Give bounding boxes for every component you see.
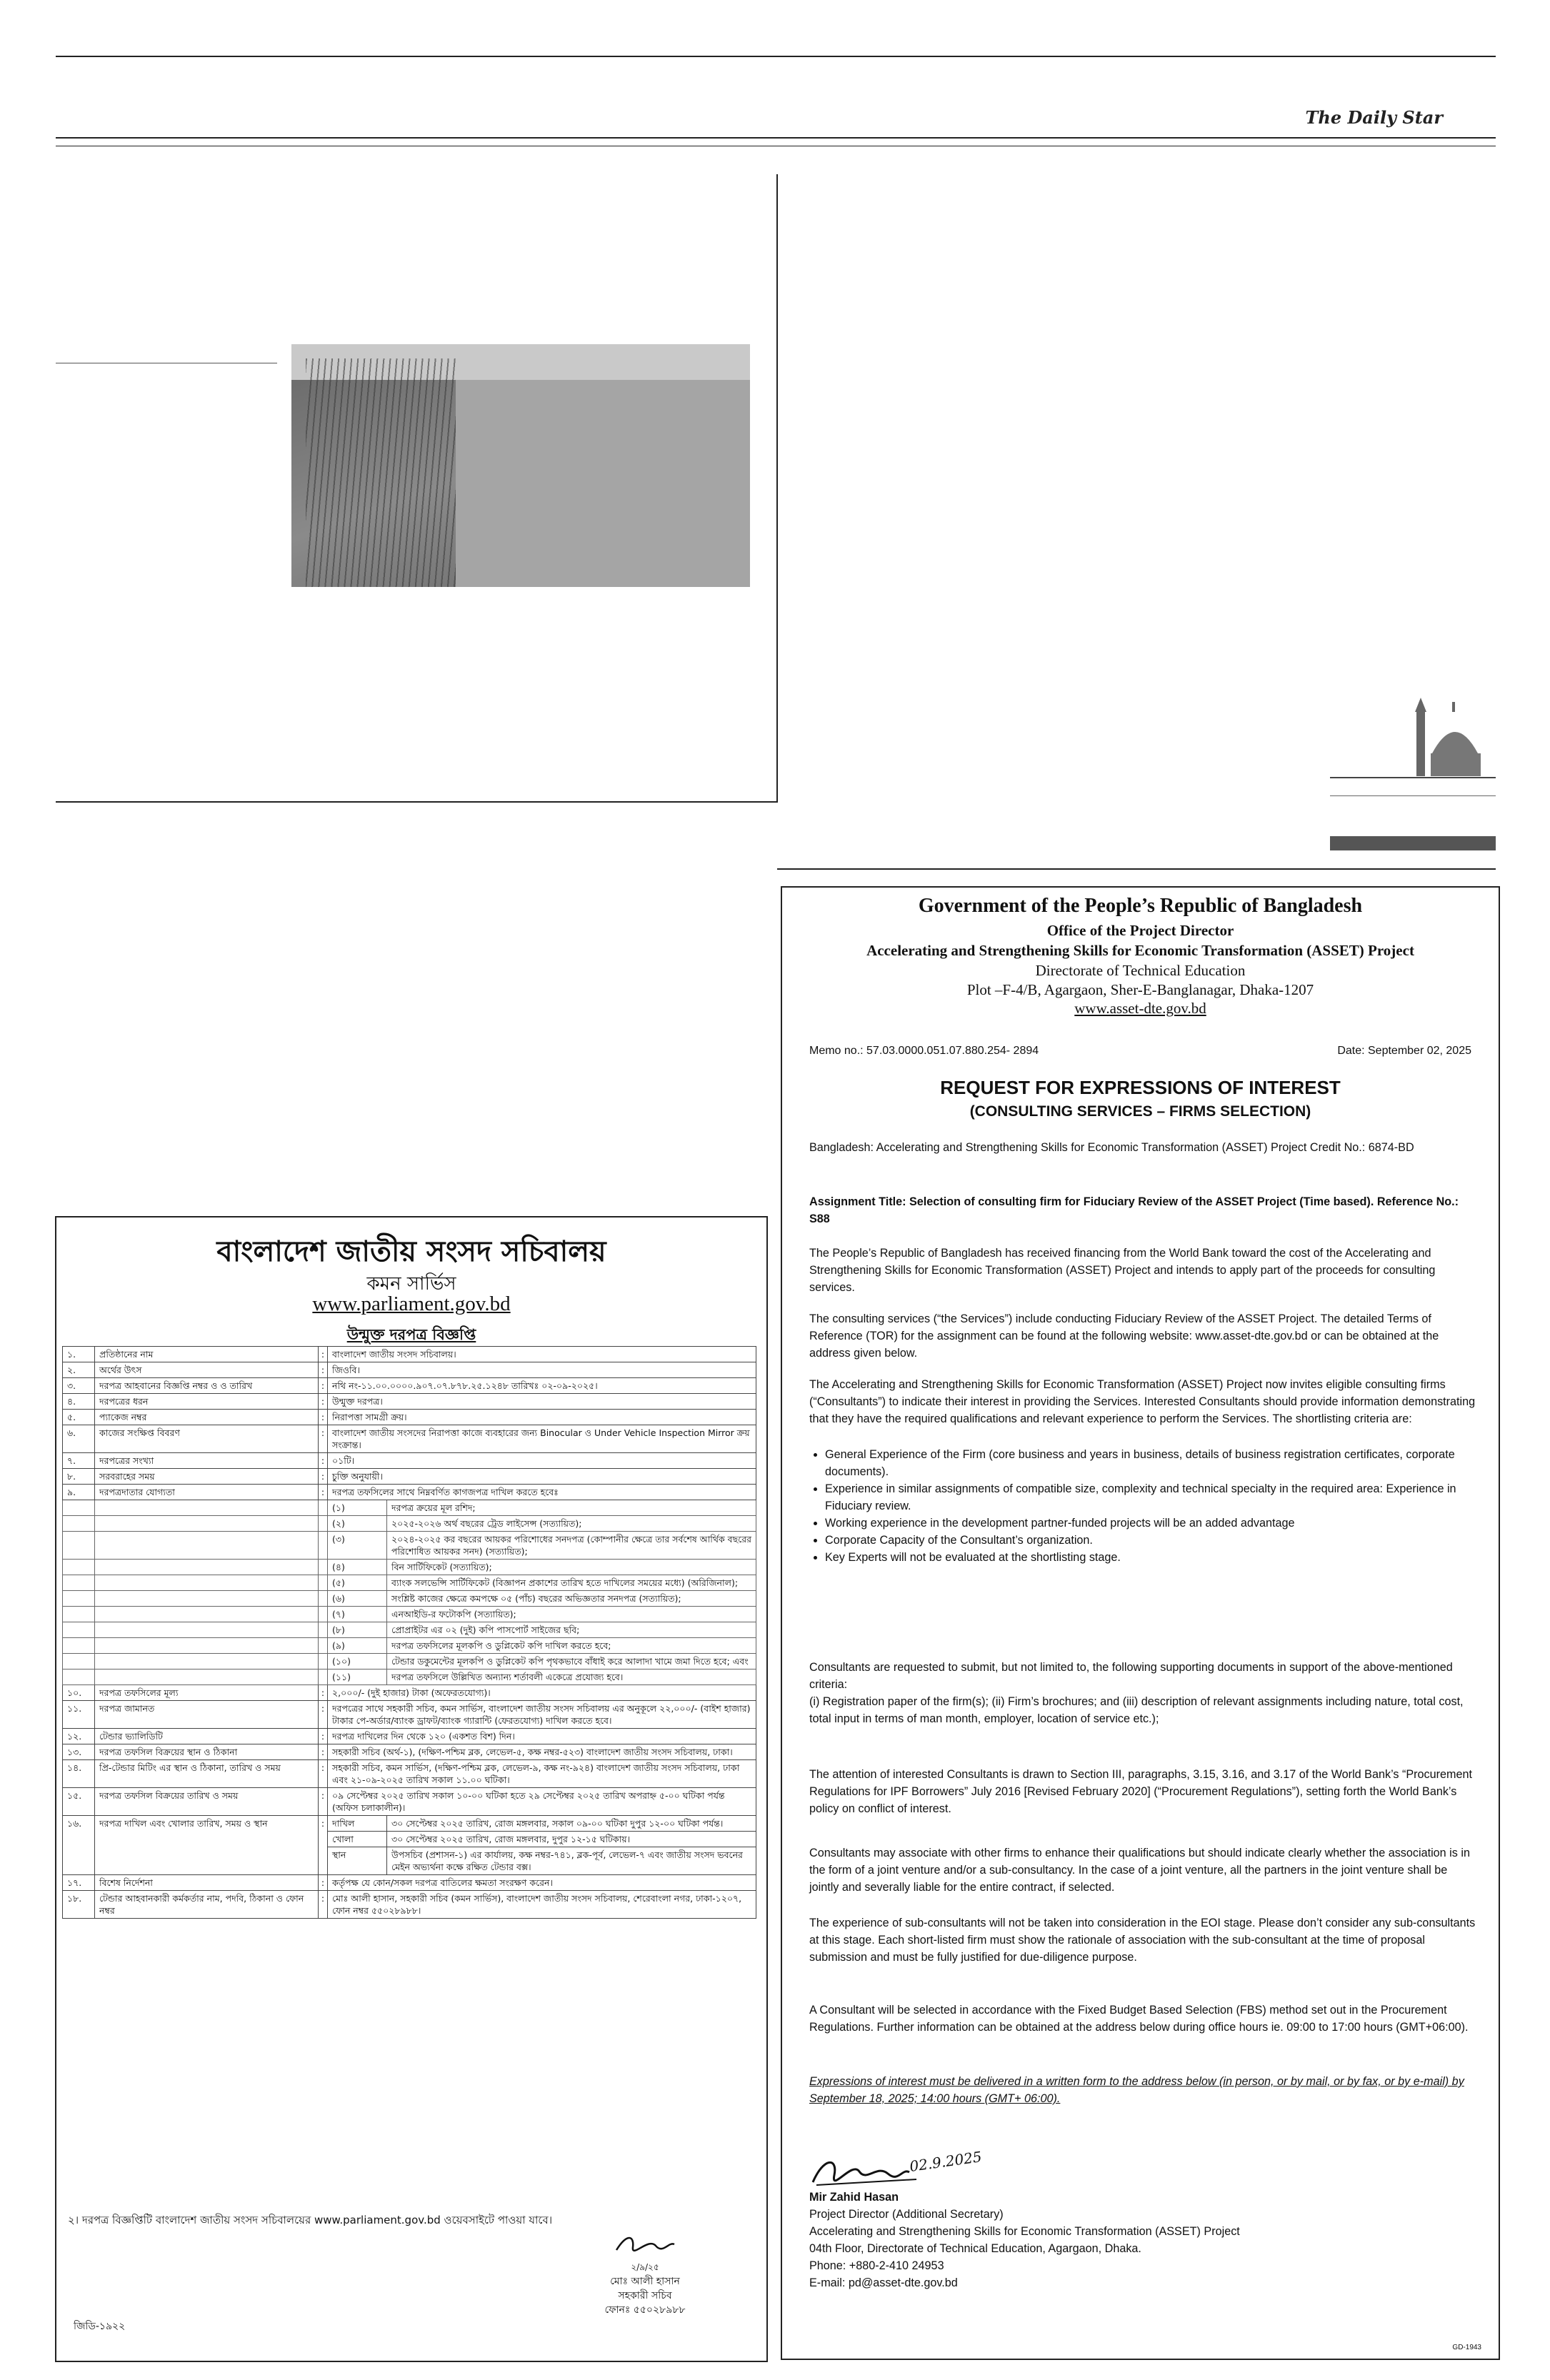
table-row	[63, 1469, 756, 1485]
table-cell: ৭.	[63, 1453, 95, 1469]
empty-cell	[95, 1607, 319, 1622]
empty-cell	[319, 1575, 328, 1591]
document-row	[63, 1622, 756, 1638]
signature-mark	[613, 2231, 677, 2256]
table-cell: (৪)	[328, 1560, 387, 1575]
table-cell: ০৯ সেপ্টেম্বর ২০২৫ তারিখ সকাল ১০-০০ ঘটিকা হতে ২৯ সেপ্টেম্বর ২০২৫ তারিখ অপরাহ্ন ৫-০০ ঘটিকা পর্যন্ত (অফিস চলাকালীন)।	[328, 1788, 756, 1816]
table-cell: (১১)	[328, 1669, 387, 1685]
empty-cell	[63, 1532, 95, 1560]
table-cell: টেন্ডার আহবানকারী কর্মকর্তার নাম, পদবি, ঠিকানা ও ফোন নম্বর	[95, 1891, 319, 1919]
table-row	[63, 1362, 756, 1378]
table-cell: দরপত্রদাতার যোগ্যতা	[95, 1485, 319, 1500]
table-cell: বাংলাদেশ জাতীয় সংসদের নিরাপত্তা কাজে ব্যবহারের জন্য Binocular ও Under Vehicle Inspection Mirror ক্রয় সংক্রান্ত।	[328, 1425, 756, 1453]
mosque-rule-1	[1330, 777, 1496, 778]
table-cell: ৩.	[63, 1378, 95, 1394]
empty-cell	[63, 1560, 95, 1575]
table-cell: সংশ্লিষ্ট কাজের ক্ষেত্রে কমপক্ষে ০৫ (পাঁচ) বছরের অভিজ্ঞতার সনদপত্র (সত্যায়িত);	[387, 1591, 756, 1607]
table-cell: (৩)	[328, 1532, 387, 1560]
colon-cell: :	[319, 1744, 328, 1760]
table-cell: প্রোপ্রাইটর এর ০২ (দুই) কপি পাসপোর্ট সাইজের ছবি;	[387, 1622, 756, 1638]
table-cell: দরপত্র ক্রয়ের মূল রশিদ;	[387, 1500, 756, 1516]
table-cell: টেন্ডার ভ্যালিডিটি	[95, 1729, 319, 1744]
signature-date: 02.9.2025	[908, 2148, 983, 2175]
memo-no: Memo no.: 57.03.0000.051.07.880.254- 2894	[809, 1045, 1039, 1057]
website-note: ২। দরপত্র বিজ্ঞপ্তিটি বাংলাদেশ জাতীয় সংসদ সচিবালয়ের www.parliament.gov.bd ওয়েবসাইটে পাওয়া যাবে।	[68, 2214, 553, 2226]
news-photo-river-erosion	[291, 344, 750, 587]
table-cell: প্রতিষ্ঠানের নাম	[95, 1347, 319, 1362]
table-row	[63, 1453, 756, 1469]
table-cell: ১৭.	[63, 1875, 95, 1891]
table-row	[63, 1875, 756, 1891]
phone: Phone: +880-2-410 24953	[809, 2259, 944, 2272]
table-cell: বাংলাদেশ জাতীয় সংসদ সচিবালয়।	[328, 1347, 756, 1362]
table-cell: অর্থের উৎস	[95, 1362, 319, 1378]
documents-list: (i) Registration paper of the firm(s); (ii) Firm’s brochures; and (iii) description of relevant assignments including nature, total cost, total input in terms of man month, employer, location of service etc.);	[809, 1695, 1464, 1725]
notice-date: Date: September 02, 2025	[1337, 1045, 1471, 1057]
table-cell: ৫.	[63, 1410, 95, 1425]
empty-cell	[95, 1560, 319, 1575]
table-cell: ১৪.	[63, 1760, 95, 1788]
table-cell: ১.	[63, 1347, 95, 1362]
grey-stripe	[1330, 836, 1496, 850]
website-link[interactable]: www.asset-dte.gov.bd	[1074, 1000, 1206, 1017]
table-cell: দরপত্র তফসিল বিক্রয়ের স্থান ও ঠিকানা	[95, 1744, 319, 1760]
empty-cell	[95, 1591, 319, 1607]
table-cell: বিশেষ নির্দেশনা	[95, 1875, 319, 1891]
empty-cell	[319, 1516, 328, 1532]
colon-cell: :	[319, 1378, 328, 1394]
colon-cell: :	[319, 1875, 328, 1891]
office-title: Office of the Project Director	[1046, 922, 1234, 939]
table-row	[63, 1410, 756, 1425]
table-cell: নিরাপত্তা সামগ্রী ক্রয়।	[328, 1410, 756, 1425]
table-cell: (৬)	[328, 1591, 387, 1607]
mosque-rule-2	[1330, 795, 1496, 796]
table-cell: ২০২৫-২০২৬ অর্থ বছরের ট্রেড লাইসেন্স (সত্যায়িত);	[387, 1516, 756, 1532]
empty-cell	[95, 1516, 319, 1532]
signer-name: মোঃ আলী হাসান	[610, 2276, 680, 2287]
table-cell: দরপত্র দাখিলের দিন থেকে ১২০ (একশত বিশ) দিন।	[328, 1729, 756, 1744]
eoi-heading: REQUEST FOR EXPRESSIONS OF INTEREST	[940, 1077, 1341, 1098]
table-row	[63, 1729, 756, 1744]
criteria-item: • Experience in similar assignments of compatible size, complexity and technical specialty in the required area: Experience in Fiduciary review.	[825, 1480, 1477, 1515]
invitation-paragraph: The Accelerating and Strengthening Skills for Economic Transformation (ASSET) Project now invites eligible consulting firms (“Consultants”) to indicate their interest in providing the Services. Interested Consultants should provide information demonstrating that they have the required qualifications and relevant experience to perform the Services. The shortlisting criteria are:	[809, 1378, 1476, 1425]
table-row	[63, 1347, 756, 1362]
criteria-list	[809, 1446, 1477, 1566]
table-cell: দরপত্র তফসিলে উল্লিখিত অন্যান্য শর্তাবলী একেত্রে প্রযোজ্য হবে।	[387, 1669, 756, 1685]
table-cell: দরপত্র তফসিল বিক্রয়ের তারিখ ও সময়	[95, 1788, 319, 1816]
table-cell: দরপত্রের সংখ্যা	[95, 1453, 319, 1469]
empty-cell	[95, 1575, 319, 1591]
table-cell: দরপত্র আহবানের বিজ্ঞপ্তি নম্বর ও ও তারিখ	[95, 1378, 319, 1394]
org-title: বাংলাদেশ জাতীয় সংসদ সচিবালয়	[216, 1235, 606, 1268]
table-cell: (৫)	[328, 1575, 387, 1591]
empty-cell	[319, 1669, 328, 1685]
table-cell: সরবরাহের সময়	[95, 1469, 319, 1485]
empty-cell	[95, 1669, 319, 1685]
table-row	[63, 1685, 756, 1701]
colon-cell: :	[319, 1816, 328, 1875]
parliament-tender-advertisement	[55, 1216, 768, 2362]
table-cell: দরপত্র তফসিলের মূল্য	[95, 1685, 319, 1701]
table-cell: ৩০ সেপ্টেম্বর ২০২৫ তারিখ, রোজ মঙ্গলবার, সকাল ০৯-০০ ঘটিকা দুপুর ১২-০০ ঘটিকা পর্যন্ত।	[387, 1816, 756, 1832]
colon-cell: :	[319, 1701, 328, 1729]
colon-cell: :	[319, 1891, 328, 1919]
empty-cell	[63, 1622, 95, 1638]
table-cell: দরপত্র তফসিলের মূলকপি ও ডুপ্লিকেট কপি দাখিল করতে হবে;	[387, 1638, 756, 1654]
signer-address: 04th Floor, Directorate of Technical Education, Agargaon, Dhaka.	[809, 2242, 1141, 2255]
table-cell: দরপত্র জামানত	[95, 1701, 319, 1729]
table-cell: কর্তৃপক্ষ যে কোন/সকল দরপত্র বাতিলের ক্ষমতা সংরক্ষণ করেন।	[328, 1875, 756, 1891]
mosque-icon	[1411, 696, 1488, 776]
table-cell: দাখিল	[328, 1816, 387, 1832]
empty-cell	[95, 1638, 319, 1654]
document-row	[63, 1500, 756, 1516]
empty-cell	[319, 1622, 328, 1638]
table-cell: (৭)	[328, 1607, 387, 1622]
table-cell: খোলা	[328, 1832, 387, 1847]
signer-name: Mir Zahid Hasan	[809, 2191, 899, 2204]
table-cell: সহকারী সচিব, কমন সার্ভিস, (দক্ষিণ-পশ্চিম ব্লক, লেভেল-৯, কক্ষ নং-৯২৪) বাংলাদেশ জাতীয় সংসদ সচিবালয়, ঢাকা এবং ২১-০৯-২০২৫ তারিখ সকাল ১১.০০ ঘটিকা।	[328, 1760, 756, 1788]
empty-cell	[63, 1516, 95, 1532]
table-row	[63, 1701, 756, 1729]
table-cell: এনআইডি-র ফটোকপি (সত্যায়িত);	[387, 1607, 756, 1622]
signer-title: Project Director (Additional Secretary)	[809, 2208, 1004, 2221]
empty-cell	[63, 1500, 95, 1516]
documents-paragraph: Consultants are requested to submit, but not limited to, the following supporting documents in support of the above-mentioned criteria:	[809, 1661, 1453, 1691]
table-row	[63, 1891, 756, 1919]
table-cell: ১৮.	[63, 1891, 95, 1919]
table-cell: টেন্ডার ডকুমেন্টের মূলকপি ও ডুপ্লিকেট কপি পৃথকভাবে বাঁধাই করে আলাদা খামে জমা দিতে হবে; এবং	[387, 1654, 756, 1669]
document-row	[63, 1607, 756, 1622]
table-cell: ১৬.	[63, 1816, 95, 1875]
empty-cell	[63, 1575, 95, 1591]
signature-block	[566, 2231, 724, 2317]
table-cell: (৯)	[328, 1638, 387, 1654]
table-cell: ৩০ সেপ্টেম্বর ২০২৫ তারিখ, রোজ মঙ্গলবার, দুপুর ১২-১৫ ঘটিকায়।	[387, 1832, 756, 1847]
table-cell: ১৩.	[63, 1744, 95, 1760]
org-subtitle: কমন সার্ভিস	[366, 1273, 456, 1295]
colon-cell: :	[319, 1347, 328, 1362]
empty-cell	[63, 1591, 95, 1607]
table-cell: সহকারী সচিব (অর্থ-১), (দক্ষিণ-পশ্চিম ব্লক, লেভেল-৫, কক্ষ নম্বর-৫২৩) বাংলাদেশ জাতীয় সংসদ সচিবালয়, ঢাকা।	[328, 1744, 756, 1760]
table-cell: স্থান	[328, 1847, 387, 1875]
empty-cell	[319, 1591, 328, 1607]
criteria-item: • Corporate Capacity of the Consultant’s organization.	[825, 1532, 1477, 1549]
document-row	[63, 1638, 756, 1654]
right-top-rule	[777, 868, 1496, 870]
table-cell: (১০)	[328, 1654, 387, 1669]
table-row	[63, 1760, 756, 1788]
colon-cell: :	[319, 1362, 328, 1378]
project-title: Accelerating and Strengthening Skills for Economic Transformation (ASSET) Project	[866, 942, 1414, 959]
directorate: Directorate of Technical Education	[1035, 962, 1246, 979]
table-row	[63, 1788, 756, 1816]
empty-cell	[319, 1500, 328, 1516]
empty-cell	[95, 1532, 319, 1560]
table-row	[63, 1744, 756, 1760]
tender-table	[62, 1346, 756, 1919]
colon-cell: :	[319, 1485, 328, 1500]
colon-cell: :	[319, 1410, 328, 1425]
table-cell: ২.	[63, 1362, 95, 1378]
table-cell: প্রি-টেন্ডার মিটিং এর স্থান ও ঠিকানা, তারিখ ও সময়	[95, 1760, 319, 1788]
document-row	[63, 1532, 756, 1560]
table-cell: উন্মুক্ত দরপত্র।	[328, 1394, 756, 1410]
empty-cell	[63, 1638, 95, 1654]
table-cell: কাজের সংক্ষিপ্ত বিবরণ	[95, 1425, 319, 1453]
criteria-item: • General Experience of the Firm (core business and years in business, details of business registration certificates, corporate documents).	[825, 1446, 1477, 1480]
table-cell: দরপত্র দাখিল এবং খোলার তারিখ, সময় ও স্থান	[95, 1816, 319, 1875]
assignment-title: Assignment Title: Selection of consulting firm for Fiduciary Review of the ASSET Project (Time based). Reference No.: S88	[809, 1195, 1459, 1225]
table-row	[63, 1378, 756, 1394]
colon-cell: :	[319, 1469, 328, 1485]
table-cell: ১৫.	[63, 1788, 95, 1816]
empty-cell	[95, 1654, 319, 1669]
table-cell: নথি নং-১১.০০.০০০০.৯০৭.০৭.৮৭৮.২৫.১২৪৮ তারিখঃ ০২-০৯-২০২৫।	[328, 1378, 756, 1394]
table-cell: ২,০০০/- (দুই হাজার) টাকা (অফেরতযোগ্য)।	[328, 1685, 756, 1701]
table-cell: চুক্তি অনুযায়ী।	[328, 1469, 756, 1485]
empty-cell	[319, 1560, 328, 1575]
colon-cell: :	[319, 1788, 328, 1816]
services-paragraph: The consulting services (“the Services”) include conducting Fiduciary Review of the ASSET Project. The detailed Terms of Reference (TOR) for the assignment can be found at the following website: www.asset-dte.gov.bd or can be obtained at the address given below.	[809, 1312, 1439, 1360]
credit-paragraph: Bangladesh: Accelerating and Strengthening Skills for Economic Transformation (ASSET) Project Credit No.: 6874-BD	[809, 1141, 1414, 1154]
table-cell: দরপত্র তফসিলের সাথে নিম্নবর্ণিত কাগজপত্র দাখিল করতে হবেঃ	[328, 1485, 756, 1500]
table-cell: বিন সার্টিফিকেট (সত্যায়িত);	[387, 1560, 756, 1575]
story-bottom-rule	[56, 801, 777, 803]
criteria-item: • Key Experts will not be evaluated at the shortlisting stage.	[825, 1549, 1477, 1566]
document-row	[63, 1560, 756, 1575]
empty-cell	[95, 1622, 319, 1638]
table-cell: ২০২৪-২০২৫ কর বছরের আয়কর পরিশোধের সনদপত্র (কোম্পানীর ক্ষেত্রে তার সর্বশেষ আর্থিক বছরের পরিশোধিত আয়কর সনদ) (সত্যায়িত);	[387, 1532, 756, 1560]
empty-cell	[63, 1607, 95, 1622]
signature-date: ২/৯/২৫	[631, 2262, 659, 2272]
colon-cell: :	[319, 1394, 328, 1410]
org-website[interactable]: www.parliament.gov.bd	[312, 1292, 511, 1315]
table-cell: প্যাকেজ নম্বর	[95, 1410, 319, 1425]
table-cell: ১১.	[63, 1701, 95, 1729]
colon-cell: :	[319, 1685, 328, 1701]
criteria-item: • Working experience in the development partner-funded projects will be an added advantage	[825, 1515, 1477, 1532]
masthead: The Daily Star	[1305, 107, 1443, 128]
table-cell: ৬.	[63, 1425, 95, 1453]
gd-number: GD-1943	[1452, 2344, 1481, 2351]
top-rule	[56, 56, 1496, 57]
financing-paragraph: The People’s Republic of Bangladesh has received financing from the World Bank toward the cost of the Accelerating and Strengthening Skills for Economic Transformation (ASSET) Project and intends to apply part of the proceeds for consulting services.	[809, 1247, 1436, 1294]
document-row	[63, 1591, 756, 1607]
table-cell: ব্যাংক সলভেন্সি সার্টিফিকেট (বিজ্ঞাপন প্রকাশের তারিখ হতে দাখিলের সময়ের মধ্যে) (অরিজিনাল);	[387, 1575, 756, 1591]
table-cell: ০১টি।	[328, 1453, 756, 1469]
asset-eoi-advertisement	[781, 886, 1500, 2360]
table-cell: ৯.	[63, 1485, 95, 1500]
deadline-paragraph: Expressions of interest must be delivered in a written form to the address below (in person, or by mail, or by fax, or by e-mail) by September 18, 2025; 14:00 hours (GMT+ 06:00).	[809, 2075, 1464, 2105]
table-cell: (১)	[328, 1500, 387, 1516]
table-row	[63, 1816, 756, 1832]
colon-cell: :	[319, 1760, 328, 1788]
table-cell: (২)	[328, 1516, 387, 1532]
conflict-paragraph: The attention of interested Consultants is drawn to Section III, paragraphs, 3.15, 3.16, and 3.17 of the World Bank’s “Procurement Regulations for IPF Borrowers” July 2016 [Revised February 2020] (“Procurement Regulations”), setting forth the World Bank’s policy on conflict of interest.	[809, 1768, 1473, 1815]
table-row	[63, 1425, 756, 1453]
empty-cell	[319, 1638, 328, 1654]
colon-cell: :	[319, 1453, 328, 1469]
document-row	[63, 1516, 756, 1532]
notice-title: উন্মুক্ত দরপত্র বিজ্ঞপ্তি	[346, 1326, 476, 1343]
table-row	[63, 1394, 756, 1410]
table-cell: জিওবি।	[328, 1362, 756, 1378]
column-divider	[776, 174, 778, 803]
signer-phone: ফোনঃ ৫৫০২৮৯৮৮	[604, 2304, 686, 2316]
empty-cell	[63, 1654, 95, 1669]
gd-number: জিডি-১৯২২	[74, 2321, 126, 2332]
colon-cell: :	[319, 1425, 328, 1453]
document-row	[63, 1575, 756, 1591]
empty-cell	[319, 1532, 328, 1560]
table-row	[63, 1485, 756, 1500]
table-cell: ১২.	[63, 1729, 95, 1744]
signer-title: সহকারী সচিব	[618, 2290, 672, 2301]
empty-cell	[319, 1607, 328, 1622]
table-cell: (৮)	[328, 1622, 387, 1638]
document-row	[63, 1669, 756, 1685]
email[interactable]: E-mail: pd@asset-dte.gov.bd	[809, 2276, 958, 2289]
document-row	[63, 1654, 756, 1669]
eoi-subheading: (CONSULTING SERVICES – FIRMS SELECTION)	[969, 1103, 1311, 1120]
table-cell: মোঃ আলী হাসান, সহকারী সচিব (কমন সার্ভিস), বাংলাদেশ জাতীয় সংসদ সচিবালয়, শেরেবাংলা নগর, ঢাকা-১২০৭, ফোন নম্বর ৫৫০২৮৯৮৮।	[328, 1891, 756, 1919]
table-cell: ৮.	[63, 1469, 95, 1485]
table-cell: ৪.	[63, 1394, 95, 1410]
header-rule-1	[56, 137, 1496, 139]
table-cell: উপসচিব (প্রশাসন-১) এর কার্যালয়, কক্ষ নম্বর-৭৪১, ব্লক-পূর্ব, লেভেল-৭ এবং জাতীয় সংসদ ভবনের মেইন অভ্যর্থনা কক্ষে রক্ষিত টেন্ডার বক্স।	[387, 1847, 756, 1875]
empty-cell	[319, 1654, 328, 1669]
sub-consultant-paragraph: The experience of sub-consultants will not be taken into consideration in the EOI stage. Please don’t consider any sub-consultants at this stage. Each short-listed firm must show the rationale of association with the sub-consultant at the time of proposal submission and must be fully justified for due-diligence purpose.	[809, 1917, 1476, 1964]
gov-title: Government of the People’s Republic of Bangladesh	[918, 895, 1363, 917]
association-paragraph: Consultants may associate with other firms to enhance their qualifications but should indicate clearly whether the association is in the form of a joint venture and/or a sub-consultancy. In the case of a joint venture, all the partners in the joint venture shall be jointly and severally liable for the entire contract, if selected.	[809, 1847, 1470, 1894]
table-cell: দরপত্রের ধরন	[95, 1394, 319, 1410]
table-cell: দরপত্রের সাথে সহকারী সচিব, কমন সার্ভিস, বাংলাদেশ জাতীয় সংসদ সচিবালয় এর অনুকূলে ২২,০০০/- (বাইশ হাজার) টাকার পে-অর্ডার/ব্যাংক ড্রাফট/ব্যাংক গ্যারান্টি (ফেরতযোগ্য) দাখিল করতে হবে।	[328, 1701, 756, 1729]
selection-paragraph: A Consultant will be selected in accordance with the Fixed Budget Based Selection (FBS) method set out in the Procurement Regulations. Further information can be obtained at the address below during office hours ie. 09:00 to 17:00 hours (GMT+06:00).	[809, 2004, 1469, 2034]
colon-cell: :	[319, 1729, 328, 1744]
signer-project: Accelerating and Strengthening Skills for Economic Transformation (ASSET) Project	[809, 2225, 1240, 2238]
table-cell: ১০.	[63, 1685, 95, 1701]
address: Plot –F-4/B, Agargaon, Sher-E-Banglanagar, Dhaka-1207	[966, 981, 1314, 998]
empty-cell	[95, 1500, 319, 1516]
empty-cell	[63, 1669, 95, 1685]
